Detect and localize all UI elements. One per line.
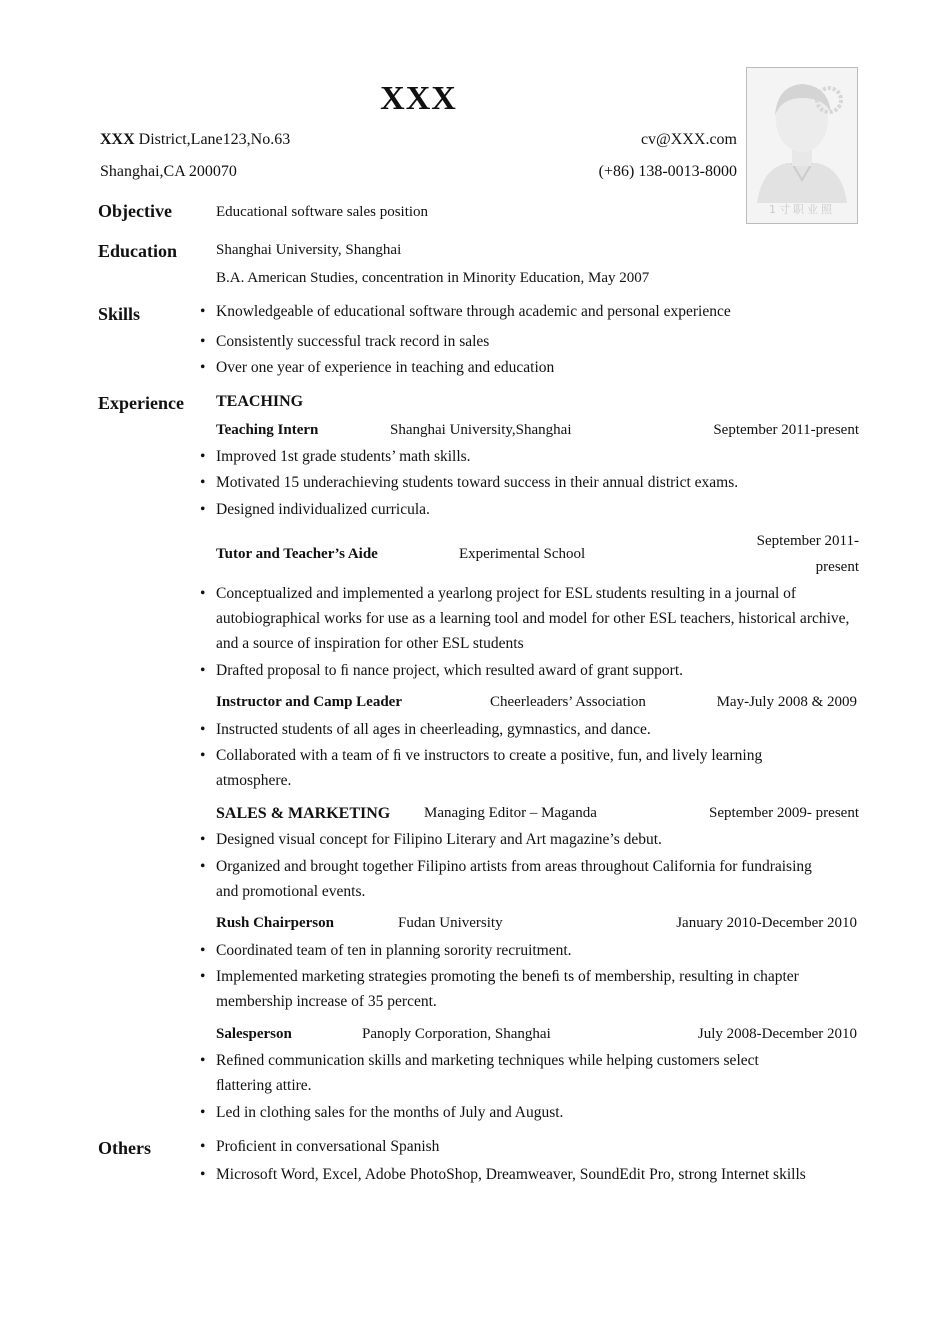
job-org: Managing Editor – Maganda [424,805,597,821]
job-org: Fudan University [398,915,503,931]
job-date: September 2009- present [709,805,859,821]
bullet: • [200,333,206,350]
list-item: • Instructed students of all ages in cheerleading, gymnastics, and dance. [216,717,856,742]
bullet: • [200,1052,206,1069]
profile-photo [746,67,858,224]
resume-name: XXX [380,80,457,117]
address-rest: District,Lane123,No.63 [134,131,291,148]
job-title: Instructor and Camp Leader [216,694,402,710]
job-date: January 2010-December 2010 [676,915,857,931]
education-school: Shanghai University, Shanghai [216,242,402,258]
bullet: • [200,359,206,376]
objective-text: Educational software sales position [216,204,429,220]
email: cv@XXX.com [640,131,737,148]
bullet: • [200,474,206,491]
job-org: Shanghai University,Shanghai [390,422,572,438]
job-date: September 2011- [756,533,859,549]
bullet: • [200,448,206,465]
address-line-2: Shanghai,CA 200070 [100,163,237,180]
list-item: • Collaborated with a team of ﬁ ve instructors to create a positive, fun, and lively learning atmosphere. [216,743,826,793]
list-item: • Organized and brought together Filipino artists from areas throughout California for fundraising and promotional events. [216,854,816,904]
job-title: Teaching Intern [216,422,319,438]
job-org: Cheerleaders’ Association [490,694,646,710]
list-item: • Improved 1st grade students’ math skills. [216,444,856,469]
bullet: • [200,585,206,602]
list-item: • Proﬁcient in conversational Spanish [216,1134,866,1159]
avatar-icon [747,68,857,223]
job-date: May-July 2008 & 2009 [716,694,857,710]
job-org: Experimental School [459,546,586,562]
experience-category-teaching: TEACHING [216,393,304,410]
bullet: • [200,1104,206,1121]
list-item: • Implemented marketing strategies promoting the beneﬁ ts of membership, resulting in chapter membership increase of 35 percent. [216,964,856,1014]
list-item: • Designed visual concept for Filipino Literary and Art magazine’s debut. [216,827,856,852]
phone: (+86) 138-0013-8000 [598,163,737,180]
bullet: • [200,858,206,875]
education-degree: B.A. American Studies, concentration in Minority Education, May 2007 [216,270,650,286]
experience-category-sales: SALES & MARKETING [216,805,391,822]
job-date-cont: present [815,559,859,575]
list-item: • Drafted proposal to ﬁ nance project, which resulted award of grant support. [216,658,856,683]
address-bold: XXX [100,131,135,148]
bullet: • [200,831,206,848]
bullet: • [200,1138,206,1155]
job-org: Panoply Corporation, Shanghai [362,1026,551,1042]
section-objective: Objective [98,201,172,221]
list-item: • Reﬁned communication skills and marketing techniques while helping customers select ﬂattering attire. [216,1048,816,1098]
photo-caption: 1寸职业照 [769,203,835,216]
bullet: • [200,1166,206,1183]
section-skills: Skills [98,304,141,324]
list-item: • Consistently successful track record in sales [216,329,856,354]
job-date: September 2011-present [713,422,859,438]
list-item: • Coordinated team of ten in planning sorority recruitment. [216,938,856,963]
list-item: • Led in clothing sales for the months of July and August. [216,1100,856,1125]
bullet: • [200,501,206,518]
section-experience: Experience [98,393,184,413]
list-item: • Over one year of experience in teaching and education [216,355,856,380]
list-item: • Microsoft Word, Excel, Adobe PhotoShop, Dreamweaver, SoundEdit Pro, strong Internet skills [216,1162,866,1187]
bullet: • [200,721,206,738]
list-item: • Conceptualized and implemented a yearlong project for ESL students resulting in a journal of autobiographical works for use as a learning tool and model for other ESL teachers, historical archive, and a source of inspiration for other ESL students [216,581,856,656]
list-item: • Knowledgeable of educational software through academic and personal experience [216,299,856,324]
bullet: • [200,747,206,764]
job-title: Tutor and Teacher’s Aide [216,546,378,562]
bullet: • [200,303,206,320]
address-line-1 [100,131,290,149]
list-item: • Designed individualized curricula. [216,497,856,522]
job-title: Salesperson [216,1026,292,1042]
bullet: • [200,968,206,985]
bullet: • [200,942,206,959]
section-others: Others [98,1138,151,1158]
job-date: July 2008-December 2010 [697,1026,857,1042]
list-item: • Motivated 15 underachieving students toward success in their annual district exams. [216,470,856,495]
section-education: Education [98,241,178,261]
job-title: Rush Chairperson [216,915,334,931]
bullet: • [200,662,206,679]
